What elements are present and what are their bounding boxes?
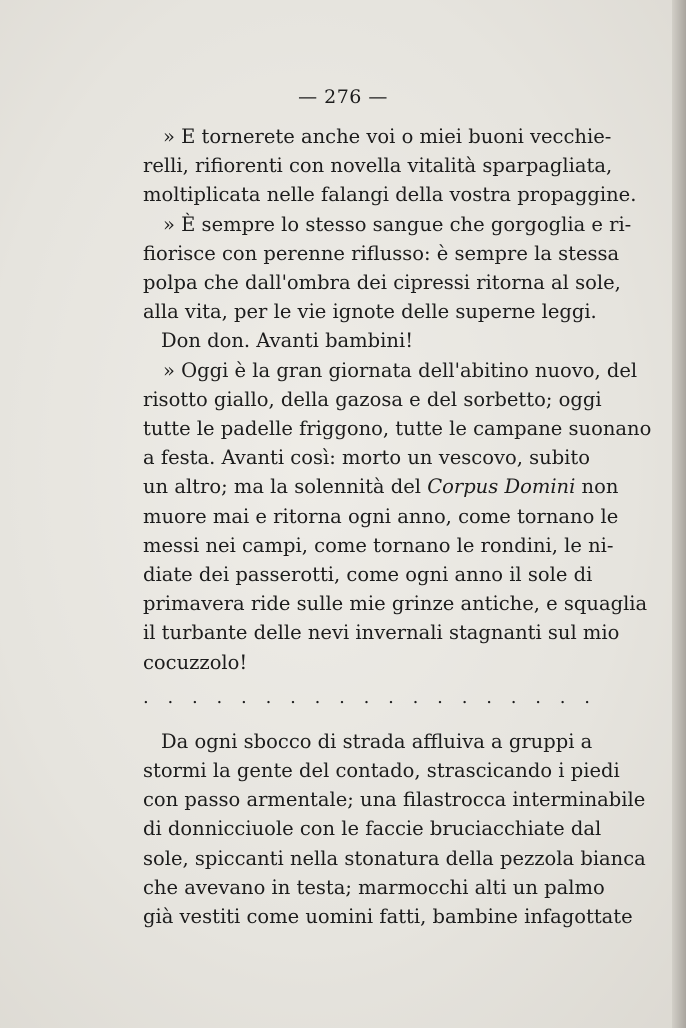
text-line: già vestiti come uomini fatti, bambine infagottate xyxy=(143,905,633,929)
text-line: che avevano in testa; marmocchi alti un palmo xyxy=(143,875,605,899)
text-line: diate dei passerotti, come ogni anno il sole di xyxy=(143,563,593,587)
text-line: stormi la gente del contado, strascicando i piedi xyxy=(143,759,620,783)
text-fragment: un altro; ma la solennità del xyxy=(143,475,428,499)
dotted-separator: . . . . . . . . . . . . . . . . . . . xyxy=(143,686,590,708)
text-line: muore mai e ritorna ogni anno, come tornano le xyxy=(143,504,619,528)
text-line: tutte le padelle friggono, tutte le campane suonano xyxy=(143,417,652,441)
text-line: » E tornerete anche voi o miei buoni vecchie- xyxy=(163,125,612,148)
page-number: — 276 — xyxy=(298,86,388,108)
text-line: » È sempre lo stesso sangue che gorgoglia e ri- xyxy=(163,212,632,236)
text-line: primavera ride sulle mie grinze antiche, e squaglia xyxy=(143,592,648,616)
text-line: alla vita, per le vie ignote delle superne leggi. xyxy=(143,300,597,324)
text-line: Da ogni sbocco di strada affluiva a gruppi a xyxy=(161,729,593,753)
text-line: cocuzzolo! xyxy=(143,650,248,674)
text-line: di donnicciuole con le faccie bruciacchiate dal xyxy=(143,817,602,841)
text-line-with-italic xyxy=(143,472,619,501)
text-line: messi nei campi, come tornano le rondini, le ni- xyxy=(143,533,614,557)
page-edge-shadow xyxy=(672,0,686,1028)
text-line: sole, spiccanti nella stonatura della pezzola bianca xyxy=(143,846,646,870)
text-line: relli, rifiorenti con novella vitalità sparpagliata, xyxy=(143,154,613,178)
body-text xyxy=(143,122,652,931)
text-line: » Oggi è la gran giornata dell'abitino nuovo, del xyxy=(163,358,638,382)
spacer xyxy=(143,707,590,727)
text-line: moltiplicata nelle falangi della vostra propaggine. xyxy=(143,183,637,207)
text-fragment: non xyxy=(575,475,619,499)
text-line: Don don. Avanti bambini! xyxy=(161,329,414,353)
text-line: con passo armentale; una filastrocca interminabile xyxy=(143,788,646,812)
text-line: fiorisce con perenne riflusso: è sempre la stessa xyxy=(143,241,620,265)
italic-phrase: Corpus Domini xyxy=(427,475,576,499)
text-line: a festa. Avanti così: morto un vescovo, subito xyxy=(143,446,590,470)
text-line: risotto giallo, della gazosa e del sorbetto; oggi xyxy=(143,387,602,411)
text-line: polpa che dall'ombra dei cipressi ritorna al sole, xyxy=(143,271,621,295)
text-line: il turbante delle nevi invernali stagnanti sul mio xyxy=(143,621,620,645)
